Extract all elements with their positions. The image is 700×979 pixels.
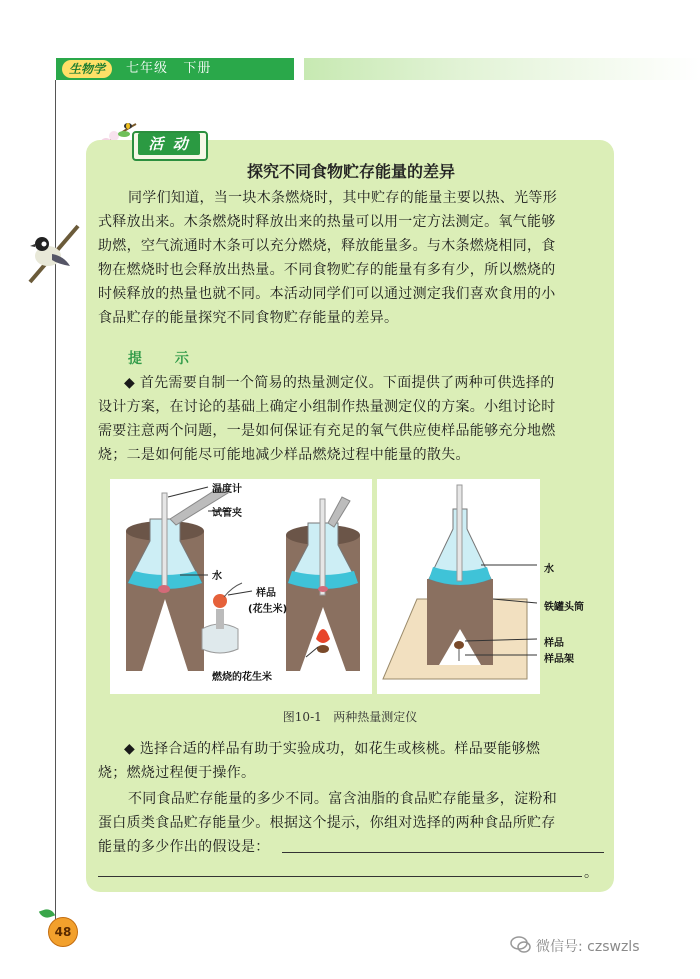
activity-label: 活 动: [138, 133, 200, 155]
label-water-right: 水: [544, 564, 554, 575]
label-sample-left: 样品: [256, 588, 276, 599]
hint1-line: 设计方案，在讨论的基础上确定小组制作热量测定仪的方案。小组讨论时: [98, 399, 556, 415]
hint1-line: 烧；二是如何能尽可能地减少样品燃烧过程中能量的散失。: [98, 447, 470, 463]
answer-line[interactable]: [282, 852, 604, 853]
intro-line: 同学们知道，当一块木条燃烧时，其中贮存的能量主要以热、光等形: [128, 190, 557, 206]
closing-line: 蛋白质类食品贮存能量少。根据这个提示，你组对选择的两种食品所贮存: [98, 815, 556, 831]
page-number: 48: [48, 917, 78, 947]
hint2-line: ◆ 选择合适的样品有助于实验成功，如花生或核桃。样品要能够燃: [124, 741, 541, 757]
watermark: 微信号: czswzls: [536, 939, 640, 955]
subject-logo: 生物学: [62, 60, 112, 78]
intro-line: 式释放出来。木条燃烧时释放出来的热量可以用一定方法测定。氧气能够: [98, 214, 556, 230]
hint2-line: 烧；燃烧过程便于操作。: [98, 765, 256, 781]
activity-title: 探究不同食物贮存能量的差异: [246, 162, 455, 181]
grade-label: 七年级 下册: [126, 61, 212, 76]
margin-line: [55, 80, 56, 938]
label-burning-peanut: 燃烧的花生米: [212, 672, 272, 683]
hint1-line: 需要注意两个问题，一是如何保证有充足的氧气供应使样品能够充分地燃: [98, 423, 556, 439]
hint1-line: ◆ 首先需要自制一个简易的热量测定仪。下面提供了两种可供选择的: [124, 375, 555, 391]
label-sample-right: 样品: [544, 638, 564, 649]
label-can: 铁罐头筒: [544, 602, 584, 613]
intro-line: 物在燃烧时也会释放出热量。不同食物贮存的能量有多有少，所以燃烧的: [98, 262, 556, 278]
leaf-icon: [39, 907, 55, 920]
hint-heading: 提 示: [128, 351, 203, 367]
closing-line: 能量的多少作出的假设是：: [98, 839, 270, 855]
label-sample-note: (花生米): [248, 604, 288, 615]
intro-line: 助燃，空气流通时木条可以充分燃烧，释放能量多。与木条燃烧相同，食: [98, 238, 556, 254]
wechat-icon: [510, 935, 532, 955]
header-gradient: [304, 58, 700, 80]
label-thermometer: 温度计: [212, 484, 242, 495]
calorimeter-right-illustration: [377, 479, 540, 694]
intro-line: 时候释放的热量也就不同。本活动同学们可以通过测定我们喜欢食用的小: [98, 286, 556, 302]
closing-line: 不同食品贮存能量的多少不同。富含油脂的食品贮存能量多，淀粉和: [128, 791, 557, 807]
answer-line[interactable]: [98, 876, 582, 877]
label-test-tube-clamp: 试管夹: [212, 508, 242, 519]
label-water-left: 水: [212, 571, 222, 582]
figure-caption: 图10-1 两种热量测定仪: [282, 710, 418, 724]
closing-period: 。: [584, 865, 599, 881]
label-sample-stand: 样品架: [544, 654, 574, 665]
bird-icon: [26, 222, 80, 284]
intro-line: 食品贮存的能量探究不同食物贮存能量的差异。: [98, 310, 399, 326]
